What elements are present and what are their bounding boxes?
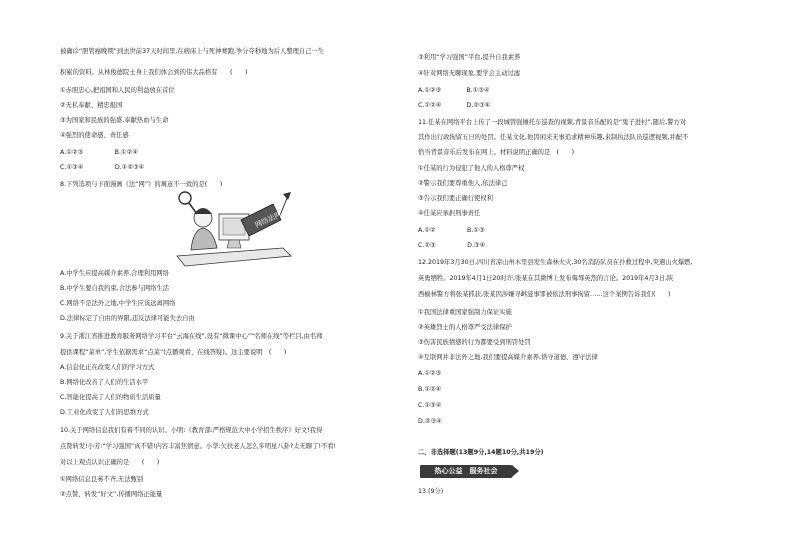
text-line: 提供课程“菜单”,学生依据需求“点菜”(点播观看、在线答疑)。这主要说明 ( ) bbox=[60, 349, 287, 356]
option-line: C.①③④ bbox=[418, 402, 442, 409]
option-line: A.①② B.①③ bbox=[418, 227, 485, 234]
option-line: A.①②③ bbox=[418, 370, 442, 377]
text-line: 英勇牺牲。2019年4月1日20时许,张某在其微博上发布侮辱英烈的言论。2019年4月3日,陕 bbox=[418, 275, 674, 282]
cartoon-caption: 网络法网 bbox=[253, 210, 283, 230]
option-line: C.①③④ D.①②③④ bbox=[60, 164, 145, 171]
option-line: C.②③ D.③④ bbox=[418, 242, 486, 249]
text-line: ③为国家和民族的强盛,奉献热血与生命 bbox=[60, 117, 169, 124]
option-line: A.①②③ B.①②④ bbox=[60, 149, 138, 156]
text-line: ②点赞、转发“好文”,传播网络正能量 bbox=[60, 491, 163, 498]
option-line: B.中学生要自我约束,合法参与网络生活 bbox=[60, 285, 170, 292]
question-11: 11.任某在网络平台上传了一段城管强摊托车巡查的视频,背景音乐配的是“鬼子进村”,随后,警方对 bbox=[418, 119, 687, 126]
text-line: ②英雄烈士的人格尊严受法律保护 bbox=[418, 324, 512, 331]
text-line: ①赤胆忠心,把祖国和人民的利益放在首位 bbox=[60, 87, 175, 94]
text-line: 其作出行政拘留五日的处罚。任某文化,他因闲来无事追求精神乐趣,来制执法队员巡逻视频,并配不 bbox=[418, 134, 689, 141]
text-line: 点赞转发!小芳:“学习强国”真不错!内容丰富焦情意。小华:欠扶老人怎么多明星八卦?太无聊了!不看! bbox=[60, 443, 337, 450]
text-line: 西榆林警方将张某抓获,张某因涉嫌寻衅滋事罪被依法刑事拘留……这个案例告诉我们( ) bbox=[418, 291, 671, 298]
text-line: 恰当背景音乐后发布在网上。材料说明正确的是 ( ) bbox=[418, 149, 575, 156]
text-line: ④强烈的使命感、责任感 bbox=[60, 132, 129, 139]
option-line: C.智能化提高了人们的物质生活质量 bbox=[60, 394, 161, 401]
section-tag: 热心公益 服务社会 bbox=[420, 465, 512, 478]
option-line: B.网络化改善了人们的生活水平 bbox=[60, 379, 149, 386]
text-line: 对以上观点认识正确的是 ( ) bbox=[60, 459, 160, 466]
option-line: A.中学生应提高媒介素养,合理利用网络 bbox=[60, 270, 169, 277]
cartoon-illustration bbox=[175, 190, 293, 268]
text-line: ④任某应承担刑事责任 bbox=[418, 210, 481, 217]
option-line: B.①②④ bbox=[418, 386, 442, 393]
text-line: 积累的资料。从林俊德院士身上我们体会到的伟大品格有 ( ) bbox=[60, 69, 248, 76]
question-10: 10.关于网络信息我们有着不同的认识。小明:《教育部:严格规范大中小学招生秩序》好文!我得 bbox=[60, 427, 323, 434]
question-9: 9.关于浙江省推进教育服务网络学习平台“云海在线”,设有“微课中心”“名师在线”等栏目,由名师 bbox=[60, 333, 323, 340]
text-line: ③利用“学习强国”平台,提升自我素养 bbox=[418, 54, 521, 61]
question-13: 13.(9分) bbox=[418, 488, 444, 495]
option-line: A.信息化正在改变人们的学习方式 bbox=[60, 364, 155, 371]
text-line: ④针对网络无聊现象,要学会主动过滤 bbox=[418, 70, 521, 77]
option-line: C.①②④ D.②③④ bbox=[418, 102, 491, 109]
section-title: 二、非选择题(13题9分,14题10分,共19分) bbox=[418, 449, 544, 456]
text-line: ①我国法律重国家强制力保证实施 bbox=[418, 309, 512, 316]
text-line: ①网络信息良莠不齐,无法甄别 bbox=[60, 476, 144, 483]
text-line: ④互联网并非法外之地,我们要提高媒介素养,恪守道德、遵守法律 bbox=[418, 354, 598, 361]
text-line: ③伤害民族情感的行为都要受到刑罚处罚 bbox=[418, 339, 531, 346]
text-line: ③告示我们要正确行使权利 bbox=[418, 195, 493, 202]
option-line: D.法律标定了自由的界限,违反法律可能失去自由 bbox=[60, 315, 195, 322]
text-line: 被确诊“胆管癌晚期”到去世前37天时间里,在病床上与死神赛跑,争分夺秒地为后人整理自己一生 bbox=[60, 48, 325, 55]
option-line: D.②③④ bbox=[418, 418, 442, 425]
option-line: C.网络不是法外之地,中学生应该远离网络 bbox=[60, 300, 176, 307]
question-12: 12.2019年3月30日,四川省凉山州木里县发生森林火灾,30名消防队员在扑救过程中,突遇山火爆燃, bbox=[418, 259, 693, 266]
question-8: 8.下列选项与下面漫画《法“网”》的寓意不一致的是( ) bbox=[60, 181, 223, 188]
text-line: ②警示我们要尊重他人,依法律己 bbox=[418, 180, 508, 187]
option-line: A.①②③ B.①③④ bbox=[418, 87, 490, 94]
text-line: ①任某的行为侵犯了他人的人格尊严权 bbox=[418, 165, 525, 172]
text-line: ②无私奉献、精忠报国 bbox=[60, 102, 123, 109]
option-line: D.工业化改变了人们的思维方式 bbox=[60, 409, 149, 416]
